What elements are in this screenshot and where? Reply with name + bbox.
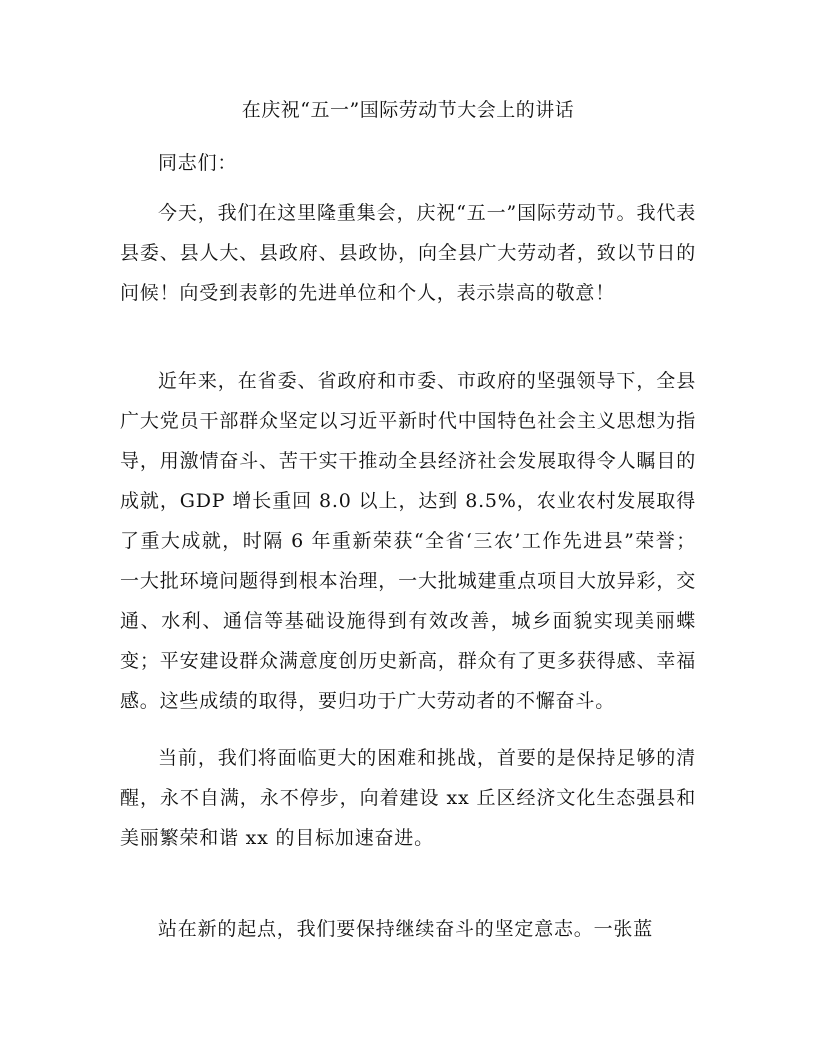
paragraph-challenges: 当前，我们将面临更大的困难和挑战，首要的是保持足够的清醒，永不自满，永不停步，向着建设 xx 丘区经济文化生态强县和美丽繁荣和谐 xx 的目标加速奋进。 [120,747,696,849]
paragraph-greeting: 今天，我们在这里隆重集会，庆祝“五一”国际劳动节。我代表县委、县人大、县政府、县政协，向全县广大劳动者，致以节日的问候！向受到表彰的先进单位和个人，表示崇高的敬意！ [120,202,696,304]
paragraph-achievements: 近年来，在省委、省政府和市委、市政府的坚强领导下，全县广大党员干部群众坚定以习近平新时代中国特色社会主义思想为指导，用激情奋斗、苦干实干推动全县经济社会发展取得令人瞩目的成就，GDP 增长重回 8.0 以上，达到 8.5%，农业农村发展取得了重大成就，时隔 6 年重新荣获“全省‘三农’工作先进县”荣誉；一大批环境问题得到根本治理，一大批城建重点项目大放异彩，交通、水利、通信等基础设施得到有效改善，城乡面貌实现美丽蝶变；平安建设群众满意度创历史新高，群众有了更多获得感、幸福感。这些成绩的取得，要归功于广大劳动者的不懈奋斗。 [120,370,696,712]
salutation: 同志们： [158,152,238,174]
speech-title: 在庆祝“五一”国际劳动节大会上的讲话 [241,99,575,121]
paragraph-new-starting-point: 站在新的起点，我们要保持继续奋斗的坚定意志。一张蓝 [158,918,654,940]
